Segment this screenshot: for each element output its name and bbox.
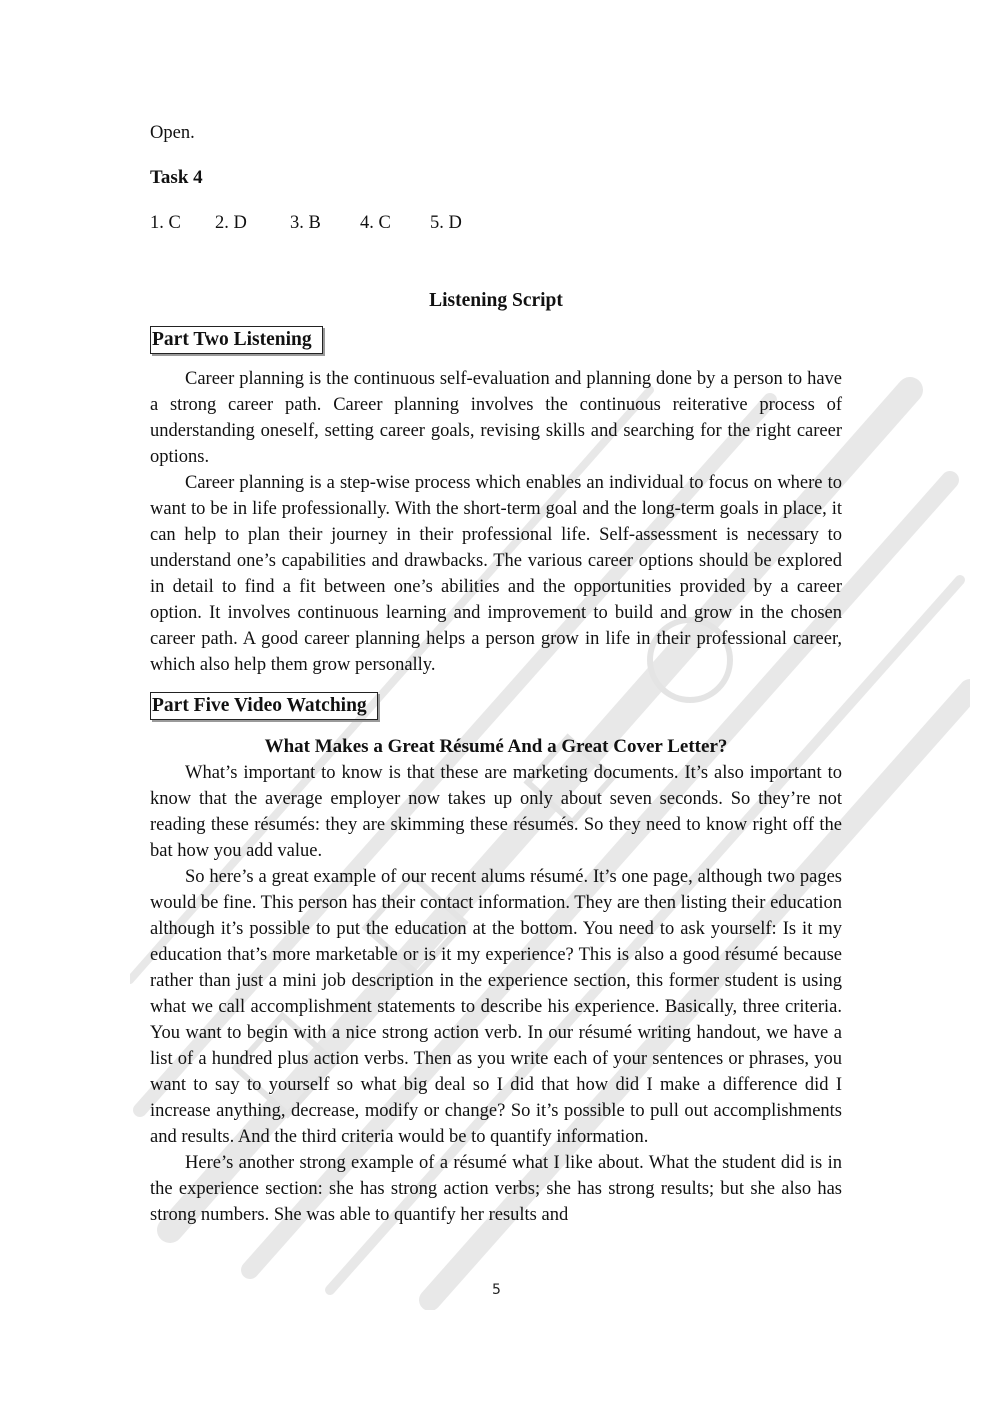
answer-item: 5. D [430,213,462,233]
page-content [150,118,842,1228]
page-number: 5 [492,1282,501,1298]
open-answer-text: Open. [150,123,195,143]
answer-key-row [150,208,842,238]
part-five-paragraph: What’s important to know is that these are marketing documents. It’s also important to know that the average employer now takes up only about seven seconds. So they’re not reading these résumés: they are skimming these résumés. So they need to know right off the bat how you add value. [150,763,842,861]
listening-script-title: Listening Script [429,290,563,311]
part-five-paragraph: So here’s a great example of our recent alums résumé. It’s one page, although two pages would be fine. This person has their contact information. They are then listing their education although it’s possible to put the education at the bottom. You need to ask yourself: Is it my education that’s more marketable or is it my experience? This is also a good résumé because rather than just a mini job description in the experience section, this former student is using what we call accomplishment statements to describe his experience. Basically, three criteria. You want to begin with a nice strong action verb. In our résumé writing handout, we have a list of a hundred plus action verbs. Then as you write each of your sentences or phrases, you want to say to yourself so what big deal so I did that how did I make a difference did I increase anything, decrease, modify or change? So it’s possible to pull out accomplishments and results. And the third criteria would be to quantify information. [150,867,842,1147]
video-title: What Makes a Great Résumé And a Great Cover Letter? [264,736,728,757]
answer-item: 4. C [360,213,391,233]
part-five-paragraph: Here’s another strong example of a résumé what I like about. What the student did is in the experience section: she has strong action verbs; she has strong results; but she also has strong numbers. She was able to quantify her results and [150,1153,842,1225]
task-heading: Task 4 [150,167,203,188]
answer-item: 3. B [290,213,321,233]
part-five-label: Part Five Video Watching [150,692,378,720]
answer-item: 1. C [150,213,181,233]
part-two-paragraph: Career planning is a step-wise process which enables an individual to focus on where to want to be in life professionally. With the short-term goal and the long-term goals in place, it can help to plan their journey in their professional life. Self-assessment is necessary to understand one’s capabilities and drawbacks. The various career options should be explored in detail to find a fit between one’s abilities and the opportunities provided by a career option. It involves continuous learning and improvement to build and grow in the chosen career path. A good career planning helps a person grow in life in their professional career, which also help them grow personally. [150,473,842,675]
answer-item: 2. D [215,213,247,233]
part-two-paragraph: Career planning is the continuous self-evaluation and planning done by a person to have a strong career path. Career planning involves the continuous reiterative process of understanding oneself, setting career goals, revising skills and searching for the right career options. [150,369,842,467]
part-two-label: Part Two Listening [150,326,323,354]
